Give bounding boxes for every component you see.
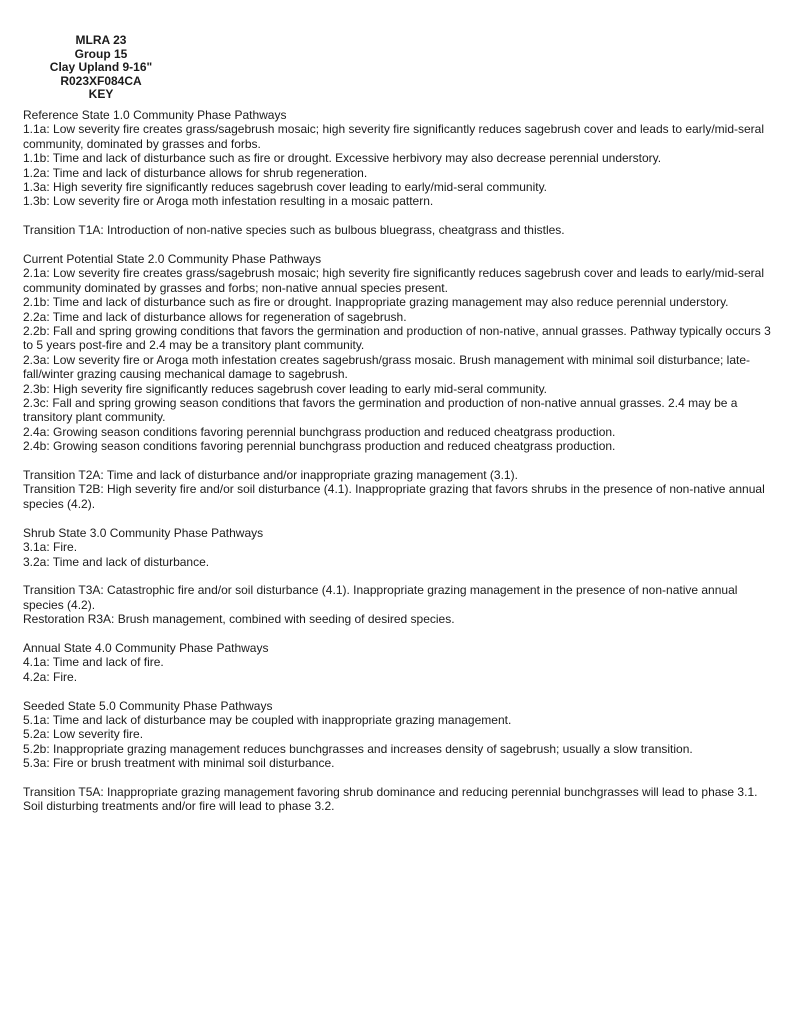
pathway-item: 2.3c: Fall and spring growing season conditions that favors the germination and production of non-native annual grasses. 2.4 may be a transitory plant community. (23, 396, 738, 425)
transition-item: Transition T1A: Introduction of non-native species such as bulbous bluegrass, cheatgrass and thistles. (23, 223, 565, 238)
document-title-block (23, 34, 179, 102)
section-shrub-state (23, 526, 779, 569)
section-transition-t1a (23, 223, 779, 237)
pathway-item: 3.1a: Fire. (23, 540, 78, 555)
transition-item: Transition T2A: Time and lack of disturbance and/or inappropriate grazing management (3.1). (23, 468, 518, 483)
pathway-item: 2.2b: Fall and spring growing conditions that favors the germination and production of non-native, annual grasses. Pathway typically occurs 3 to 5 years post-fire and 2.4 may be a transitory plant community. (23, 324, 771, 353)
title-line-site-name: Clay Upland 9-16" (49, 60, 153, 75)
section-annual-state (23, 641, 779, 684)
restoration-item: Restoration R3A: Brush management, combined with seeding of desired species. (23, 612, 455, 627)
title-line-mlra: MLRA 23 (75, 33, 127, 47)
pathway-item: 1.3a: High severity fire significantly reduces sagebrush cover leading to early/mid-seral community. (23, 180, 548, 194)
section-transition-t5a (23, 785, 779, 814)
section-reference-state (23, 108, 779, 209)
transition-item: Transition T5A: Inappropriate grazing management favoring shrub dominance and reducing perennial bunchgrasses will lead to phase 3.1. Soil disturbing treatments and/or fire will lead to phase 3.2. (23, 784, 758, 814)
section-heading: Current Potential State 2.0 Community Phase Pathways (23, 252, 322, 266)
pathway-item: 5.2a: Low severity fire. (23, 727, 144, 742)
pathway-item: 2.1b: Time and lack of disturbance such as fire or drought. Inappropriate grazing management may also reduce perennial understory. (23, 295, 729, 310)
pathway-item: 1.1b: Time and lack of disturbance such as fire or drought. Excessive herbivory may also decrease perennial understory. (23, 151, 662, 166)
section-seeded-state (23, 699, 779, 771)
section-heading: Seeded State 5.0 Community Phase Pathways (23, 698, 273, 713)
pathway-item: 5.3a: Fire or brush treatment with minimal soil disturbance. (23, 756, 335, 771)
pathway-item: 2.3b: High severity fire significantly reduces sagebrush cover leading to early mid-seral community. (23, 381, 548, 396)
pathway-item: 2.3a: Low severity fire or Aroga moth infestation creates sagebrush/grass mosaic. Brush management with minimal soil disturbance; late-fall/winter grazing causing mechanical damage to sagebrush. (23, 352, 751, 382)
pathway-item: 5.2b: Inappropriate grazing management reduces bunchgrasses and increases density of sagebrush; usually a slow transition. (23, 741, 693, 756)
title-line-site-id: R023XF084CA (60, 73, 142, 88)
section-current-potential-state (23, 252, 779, 454)
pathway-item: 4.1a: Time and lack of fire. (23, 655, 164, 670)
pathway-item: 1.3b: Low severity fire or Aroga moth infestation resulting in a mosaic pattern. (23, 194, 434, 209)
title-line-key: KEY (88, 87, 114, 102)
pathway-item: 4.2a: Fire. (23, 669, 78, 684)
section-heading: Shrub State 3.0 Community Phase Pathways (23, 525, 264, 540)
section-transitions-t2 (23, 468, 779, 511)
pathway-item: 5.1a: Time and lack of disturbance may be coupled with inappropriate grazing management. (23, 712, 512, 727)
pathway-item: 1.2a: Time and lack of disturbance allows for shrub regeneration. (23, 165, 368, 180)
pathway-item: 3.2a: Time and lack of disturbance. (23, 554, 210, 569)
pathway-item: 1.1a: Low severity fire creates grass/sagebrush mosaic; high severity fire significantly reduces sagebrush cover and leads to early/mid-seral community, dominated by grasses and forbs. (23, 122, 765, 151)
transition-item: Transition T2B: High severity fire and/or soil disturbance (4.1). Inappropriate grazing that favors shrubs in the presence of non-native annual species (4.2). (23, 482, 765, 511)
pathway-item: 2.4a: Growing season conditions favoring perennial bunchgrass production and reduced cheatgrass production. (23, 424, 616, 439)
section-transition-t3a-restoration (23, 583, 779, 626)
section-heading: Reference State 1.0 Community Phase Pathways (23, 107, 287, 122)
transition-item: Transition T3A: Catastrophic fire and/or soil disturbance (4.1). Inappropriate grazing management in the presence of non-native annual species (4.2). (23, 583, 738, 612)
section-heading: Annual State 4.0 Community Phase Pathways (23, 640, 269, 655)
pathway-item: 2.1a: Low severity fire creates grass/sagebrush mosaic; high severity fire significantly reduces sagebrush cover and leads to early/mid-seral community dominated by grasses and forbs; non-native annual species present. (23, 266, 765, 295)
pathway-item: 2.2a: Time and lack of disturbance allows for regeneration of sagebrush. (23, 309, 407, 324)
title-line-group: Group 15 (74, 46, 128, 61)
pathway-item: 2.4b: Growing season conditions favoring perennial bunchgrass production and reduced cheatgrass production. (23, 439, 616, 454)
